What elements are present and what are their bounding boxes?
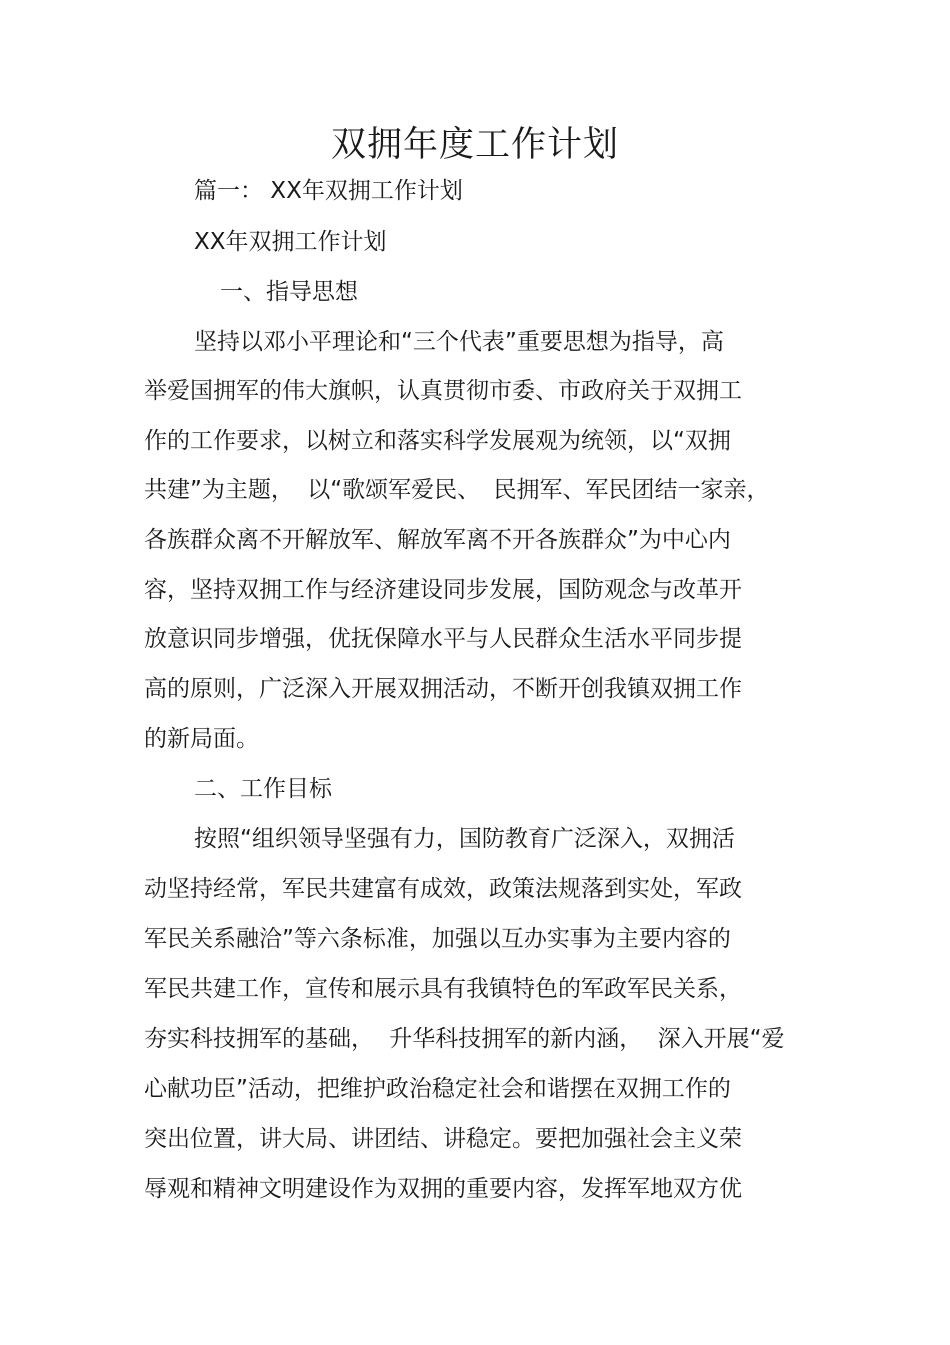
- document-subtitle: 篇一： XX年双拥工作计划: [194, 178, 463, 204]
- paragraph-line: 突出位置，讲大局、讲团结、讲稳定。要把加强社会主义荣: [144, 1126, 742, 1152]
- paragraph-line: 按照“组织领导坚强有力，国防教育广泛深入，双拥活: [194, 826, 735, 852]
- paragraph-line: 共建”为主题， 以“歌颂军爱民、 民拥军、军民团结一家亲，: [144, 477, 770, 503]
- paragraph-line: 军民共建工作，宣传和展示具有我镇特色的军政军民关系，: [144, 976, 742, 1002]
- paragraph-line: 高的原则，广泛深入开展双拥活动，不断开创我镇双拥工作: [144, 676, 742, 702]
- paragraph-line: 辱观和精神文明建设作为双拥的重要内容，发挥军地双方优: [144, 1176, 742, 1202]
- paragraph-line: 作的工作要求，以树立和落实科学发展观为统领，以“双拥: [144, 428, 731, 454]
- paragraph-line: 心献功臣”活动，把维护政治稳定社会和谐摆在双拥工作的: [144, 1076, 731, 1102]
- document-title: 双拥年度工作计划: [330, 125, 619, 165]
- section-heading-work-goals: 二、工作目标: [194, 776, 332, 802]
- paragraph-line: 容，坚持双拥工作与经济建设同步发展，国防观念与改革开: [144, 577, 742, 603]
- paragraph-line: 举爱国拥军的伟大旗帜，认真贯彻市委、市政府关于双拥工: [144, 378, 742, 404]
- plan-heading: XX年双拥工作计划: [194, 229, 387, 255]
- paragraph-line: 各族群众离不开解放军、解放军离不开各族群众”为中心内: [144, 527, 731, 553]
- paragraph-line: 军民关系融洽”等六条标准，加强以互办实事为主要内容的: [144, 926, 731, 952]
- paragraph-line: 的新局面。: [144, 726, 259, 752]
- paragraph-line: 坚持以邓小平理论和“三个代表”重要思想为指导，高: [194, 329, 724, 355]
- paragraph-line: 夯实科技拥军的基础， 升华科技拥军的新内涵， 深入开展“爱: [144, 1026, 785, 1052]
- paragraph-line: 动坚持经常，军民共建富有成效，政策法规落到实处，军政: [144, 876, 742, 902]
- section-heading-guiding-ideology: 一、指导思想: [220, 279, 358, 305]
- paragraph-line: 放意识同步增强，优抚保障水平与人民群众生活水平同步提: [144, 626, 742, 652]
